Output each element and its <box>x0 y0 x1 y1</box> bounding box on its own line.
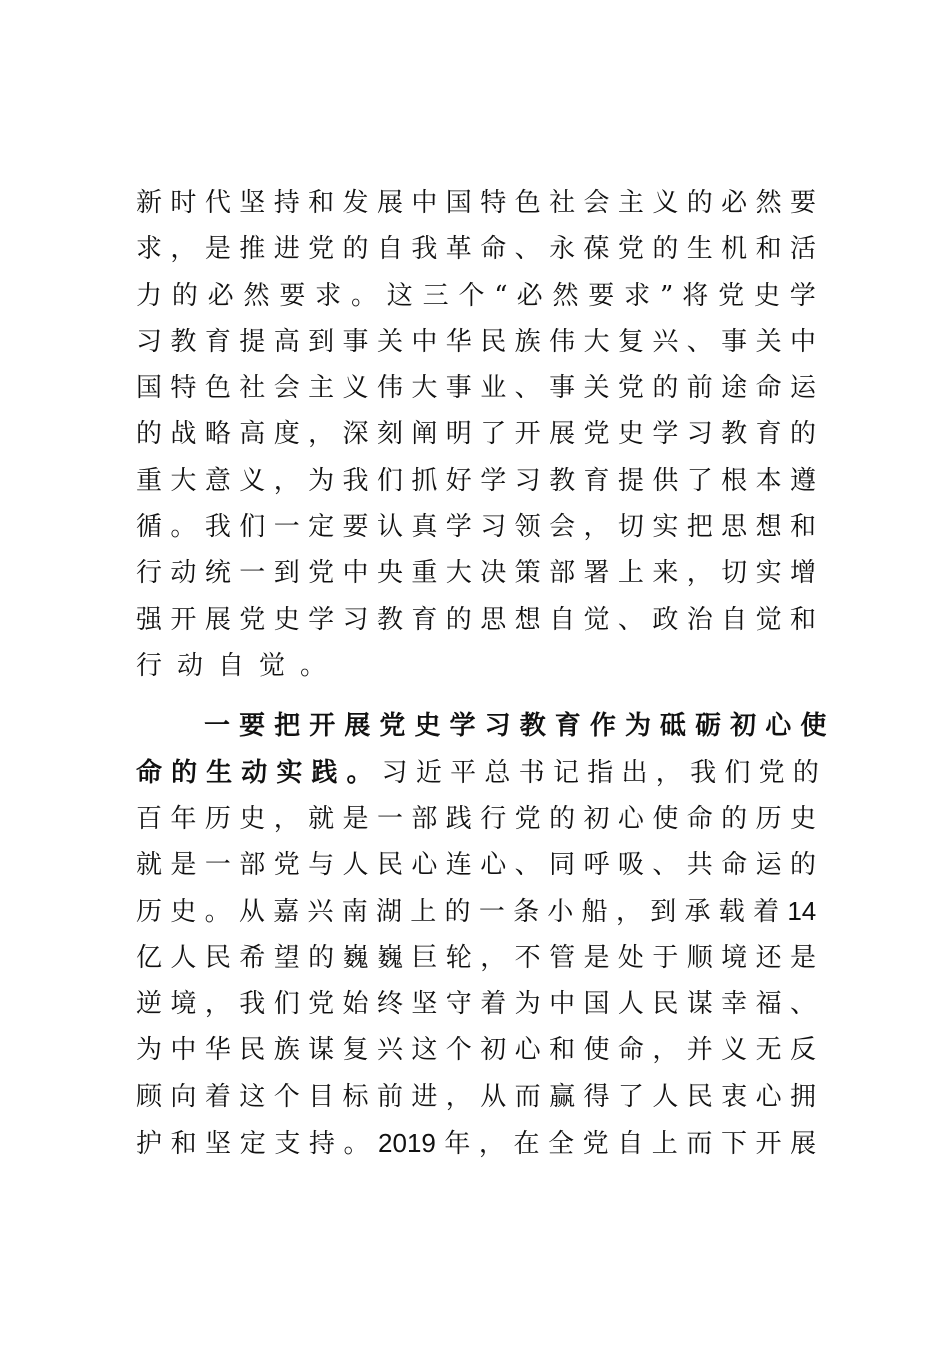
bold-heading-line: 一 要 把 开 展 党 史 学 习 教 育 作 为 砥 砺 初 心 使 <box>204 711 827 742</box>
text-line: 力 的 必 然 要 求 。 这 三 个 “ 必 然 要 求 ” 将 党 史 学 <box>136 280 816 311</box>
text-line: 护 和 坚 定 支 持 。 2019 年 ， 在 全 党 自 上 而 下 开 展 <box>136 1127 817 1159</box>
text-line: 求 ， 是 推 进 党 的 自 我 革 命 、 永 葆 党 的 生 机 和 活 <box>136 234 817 265</box>
text-line: 亿 人 民 希 望 的 巍 巍 巨 轮 ， 不 管 是 处 于 顺 境 还 是 <box>136 942 817 973</box>
paragraph-1 <box>136 180 816 689</box>
text-line: 历 史 。 从 嘉 兴 南 湖 上 的 一 条 小 船 ， 到 承 载 着 14 <box>136 896 817 928</box>
text-line: 就 是 一 部 党 与 人 民 心 连 心 、 同 呼 吸 、 共 命 运 的 <box>136 850 817 881</box>
text-line: 的 战 略 高 度 ， 深 刻 阐 明 了 开 展 党 史 学 习 教 育 的 <box>136 419 817 450</box>
text-line: 新 时 代 坚 持 和 发 展 中 国 特 色 社 会 主 义 的 必 然 要 <box>136 188 817 218</box>
text-line: 循 。 我 们 一 定 要 认 真 学 习 领 会 ， 切 实 把 思 想 和 <box>136 512 817 543</box>
paragraph-gap <box>136 689 816 703</box>
text-line: 习 教 育 提 高 到 事 关 中 华 民 族 伟 大 复 兴 、 事 关 中 <box>136 326 817 357</box>
text-line: 行动自觉。 <box>136 650 342 681</box>
text-line: 逆 境 ， 我 们 党 始 终 坚 守 着 为 中 国 人 民 谋 幸 福 、 <box>136 989 817 1020</box>
text-line: 为 中 华 民 族 谋 复 兴 这 个 初 心 和 使 命 ， 并 义 无 反 <box>136 1035 817 1066</box>
text-line: 顾 向 着 这 个 目 标 前 进 ， 从 而 赢 得 了 人 民 衷 心 拥 <box>136 1081 817 1112</box>
body-text: 习 近 平 总 书 记 指 出 ， 我 们 党 的 <box>381 757 819 788</box>
paragraph-2 <box>136 703 827 1166</box>
text-line: 强 开 展 党 史 学 习 教 育 的 思 想 自 觉 、 政 治 自 觉 和 <box>136 604 817 635</box>
text-line: 行 动 统 一 到 党 中 央 重 大 决 策 部 署 上 来 ， 切 实 增 <box>136 558 817 589</box>
text-line: 国 特 色 社 会 主 义 伟 大 事 业 、 事 关 党 的 前 途 命 运 <box>136 373 817 404</box>
document-body <box>136 180 827 1166</box>
text-line: 重 大 意 义 ， 为 我 们 抓 好 学 习 教 育 提 供 了 根 本 遵 <box>136 465 817 496</box>
text-line: 百 年 历 史 ， 就 是 一 部 践 行 党 的 初 心 使 命 的 历 史 <box>136 803 817 834</box>
bold-heading-text: 命 的 生 动 实 践 。 <box>136 757 373 788</box>
mixed-text-line <box>136 750 819 796</box>
